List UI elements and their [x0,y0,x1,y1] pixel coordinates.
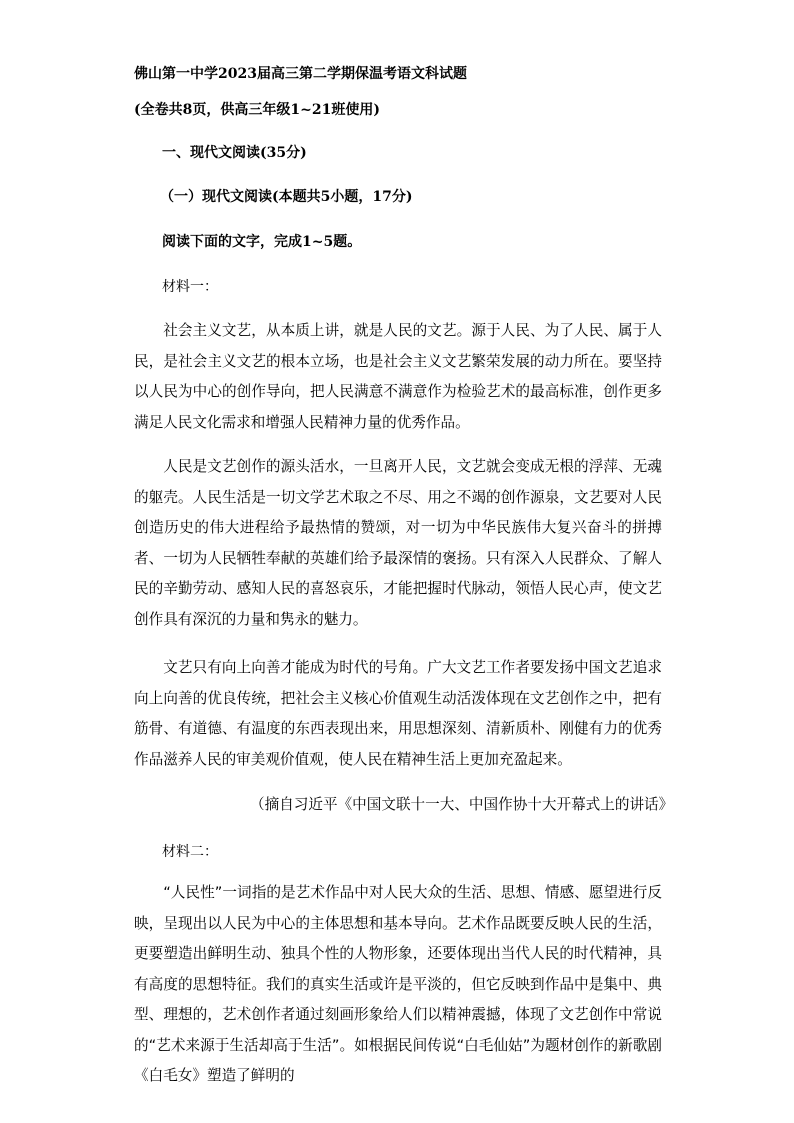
section-heading: 一、现代文阅读(35分) [162,145,307,161]
material-one-paragraph-2: 人民是文艺创作的源头活水，一旦离开人民，文艺就会变成无根的浮萍、无魂的躯壳。人民生活是一切文学艺术取之不尽、用之不竭的创作源泉，文艺要对人民创造历史的伟大进程给予最热情的赞颂，对一切为中华民族伟大复兴奋斗的拼搏者、一切为人民牺牲奉献的英雄们给予最深情的褒扬。只有深入人民群众、了解人民的辛勤劳动、感知人民的喜怒哀乐，才能把握时代脉动，领悟人民心声，使文艺创作具有深沉的力量和隽永的魅力。 [134,458,662,628]
material-one-label: 材料一： [162,279,218,295]
exam-subtitle: (全卷共8页，供高三年级1~21班使用) [134,102,380,118]
material-one-paragraph-1: 社会主义文艺，从本质上讲，就是人民的文艺。源于人民、为了人民、属于人民，是社会主义文艺的根本立场，也是社会主义文艺繁荣发展的动力所在。要坚持以人民为中心的创作导向，把人民满意不满意作为检验艺术的最高标准，创作更多满足人民文化需求和增强人民精神力量的优秀作品。 [134,322,662,431]
material-one-paragraph-3: 文艺只有向上向善才能成为时代的号角。广大文艺工作者要发扬中国文艺追求向上向善的优良传统，把社会主义核心价值观生动活泼体现在文艺创作之中，把有筋骨、有道德、有温度的东西表现出来，用思想深刻、清新质朴、刚健有力的优秀作品滋养人民的审美观价值观，使人民在精神生活上更加充盈起来。 [134,659,662,768]
reading-instruction: 阅读下面的文字，完成1~5题。 [162,234,362,250]
material-one-source: （摘自习近平《中国文联十一大、中国作协十大开幕式上的讲话》 [250,796,674,813]
material-two-label: 材料二： [162,844,218,860]
material-two-paragraph-1: “人民性”一词指的是艺术作品中对人民大众的生活、思想、情感、愿望进行反映，呈现出以人民为中心的主体思想和基本导向。艺术作品既要反映人民的生活，更要塑造出鲜明生动、独具个性的人物形象，还要体现出当代人民的时代精神，具有高度的思想特征。我们的真实生活或许是平淡的，但它反映到作品中是集中、典型、理想的，艺术创作者通过刻画形象给人们以精神震撼，体现了文艺创作中常说的“艺术来源于生活却高于生活”。如根据民间传说“白毛仙姑”为题材创作的新歌剧《白毛女》塑造了鲜明的 [134,884,662,1084]
exam-title: 佛山第一中学2023届高三第二学期保温考语文科试题 [134,66,467,82]
section-subheading: （一）现代文阅读(本题共5小题，17分) [160,189,413,205]
